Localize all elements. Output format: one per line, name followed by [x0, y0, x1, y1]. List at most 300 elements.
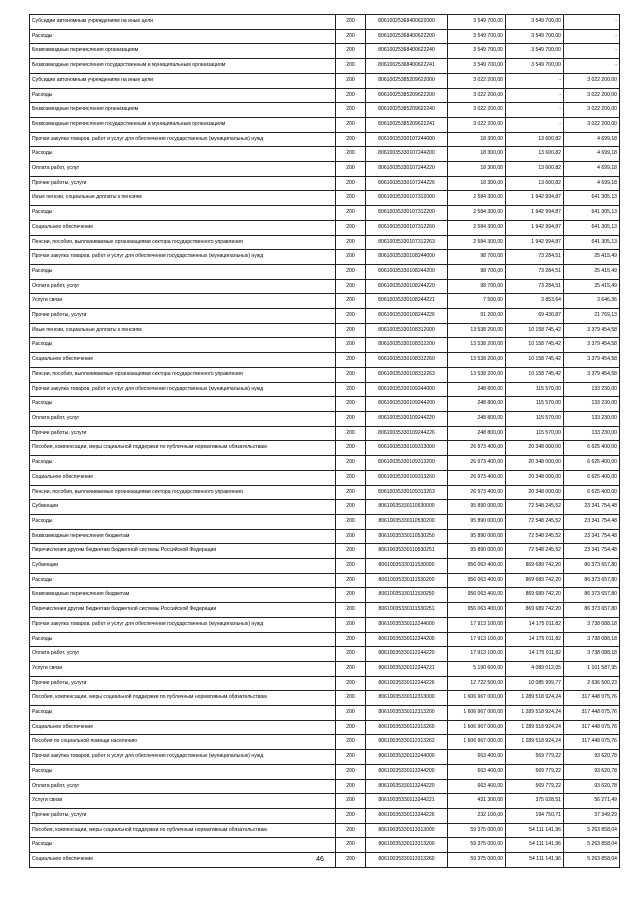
row-classification-code-cell: 80610035330113244200	[366, 764, 448, 779]
row-executed-amount-cell: 10 158 745,42	[506, 367, 564, 382]
row-approved-amount-cell: 98 700,00	[448, 250, 506, 265]
row-executed-amount-cell: 20 348 000,00	[506, 470, 564, 485]
row-approved-amount-cell: 3 549 700,00	[448, 15, 506, 30]
row-line-code-cell: 200	[336, 544, 366, 559]
row-name-cell: Прочие работы, услуги	[30, 676, 336, 691]
row-line-code-cell: 200	[336, 235, 366, 250]
row-classification-code-cell: 80610035330109244200	[366, 397, 448, 412]
row-approved-amount-cell: 98 700,00	[448, 264, 506, 279]
row-unexecuted-amount-cell: 3 379 454,58	[564, 367, 620, 382]
row-executed-amount-cell: 72 548 245,52	[506, 500, 564, 515]
table-row	[30, 29, 620, 44]
row-approved-amount-cell: 2 584 300,00	[448, 220, 506, 235]
row-line-code-cell: 200	[336, 29, 366, 44]
row-classification-code-cell: 80610035330109244220	[366, 411, 448, 426]
table-row	[30, 264, 620, 279]
table-row	[30, 808, 620, 823]
row-classification-code-cell: 80610035330113244220	[366, 779, 448, 794]
row-unexecuted-amount-cell: 23 341 754,48	[564, 500, 620, 515]
row-name-cell: Безвозмездные перечисления организациям	[30, 103, 336, 118]
row-executed-amount-cell: 10 158 745,42	[506, 353, 564, 368]
row-classification-code-cell: 80610035330112244200	[366, 632, 448, 647]
table-row	[30, 279, 620, 294]
row-classification-code-cell: 80610035330112313260	[366, 720, 448, 735]
row-line-code-cell: 200	[336, 838, 366, 853]
row-unexecuted-amount-cell: 4 699,18	[564, 176, 620, 191]
table-row	[30, 353, 620, 368]
row-line-code-cell: 200	[336, 603, 366, 618]
row-classification-code-cell: 80610035330113313200	[366, 838, 448, 853]
table-row	[30, 220, 620, 235]
table-row	[30, 676, 620, 691]
row-name-cell: Расходы	[30, 838, 336, 853]
table-row	[30, 88, 620, 103]
row-executed-amount-cell: 3 549 700,00	[506, 44, 564, 59]
row-unexecuted-amount-cell: 86 373 657,80	[564, 573, 620, 588]
table-row	[30, 206, 620, 221]
row-unexecuted-amount-cell: 6 625 400,00	[564, 485, 620, 500]
row-line-code-cell: 200	[336, 191, 366, 206]
row-name-cell: Безвозмездные перечисления государственным и муниципальным организациям	[30, 117, 336, 132]
row-name-cell: Иные пенсии, социальные доплаты к пенсиям	[30, 323, 336, 338]
row-executed-amount-cell: 54 111 141,96	[506, 823, 564, 838]
row-approved-amount-cell: 431 300,00	[448, 794, 506, 809]
table-row	[30, 426, 620, 441]
row-unexecuted-amount-cell: 133 230,00	[564, 426, 620, 441]
row-approved-amount-cell: 1 606 967 000,00	[448, 735, 506, 750]
table-row	[30, 235, 620, 250]
row-name-cell: Социальное обеспечение	[30, 353, 336, 368]
row-line-code-cell: 200	[336, 397, 366, 412]
table-row	[30, 117, 620, 132]
row-approved-amount-cell: 248 800,00	[448, 426, 506, 441]
table-row	[30, 15, 620, 30]
row-unexecuted-amount-cell: 93 620,78	[564, 764, 620, 779]
row-approved-amount-cell: 13 538 200,00	[448, 353, 506, 368]
row-executed-amount-cell: 375 028,51	[506, 794, 564, 809]
row-unexecuted-amount-cell: 93 620,78	[564, 779, 620, 794]
row-unexecuted-amount-cell: 1 101 587,95	[564, 661, 620, 676]
row-line-code-cell: 200	[336, 176, 366, 191]
row-executed-amount-cell: 1 289 518 924,24	[506, 720, 564, 735]
row-line-code-cell: 200	[336, 647, 366, 662]
row-line-code-cell: 200	[336, 764, 366, 779]
row-executed-amount-cell: 869 689 742,20	[506, 588, 564, 603]
table-row	[30, 750, 620, 765]
row-approved-amount-cell: 59 375 000,00	[448, 823, 506, 838]
row-name-cell: Оплата работ, услуг	[30, 411, 336, 426]
row-approved-amount-cell: 26 973 400,00	[448, 456, 506, 471]
page-number: 46	[316, 856, 324, 863]
row-executed-amount-cell: 13 600,82	[506, 176, 564, 191]
row-line-code-cell: 200	[336, 779, 366, 794]
row-approved-amount-cell: 18 300,00	[448, 147, 506, 162]
row-executed-amount-cell: 14 175 011,82	[506, 632, 564, 647]
table-row	[30, 632, 620, 647]
row-classification-code-cell: 80610035330108244200	[366, 264, 448, 279]
row-classification-code-cell: 80610035330112244226	[366, 676, 448, 691]
table-row	[30, 323, 620, 338]
row-executed-amount-cell: 569 779,22	[506, 750, 564, 765]
table-row	[30, 764, 620, 779]
table-row	[30, 500, 620, 515]
row-classification-code-cell: 80610035330109244000	[366, 382, 448, 397]
row-approved-amount-cell: 7 500,00	[448, 294, 506, 309]
row-classification-code-cell: 80610035330113244000	[366, 750, 448, 765]
row-unexecuted-amount-cell: 3 022 200,00	[564, 103, 620, 118]
row-name-cell: Безвозмездные перечисления организациям	[30, 44, 336, 59]
row-unexecuted-amount-cell: 86 373 657,80	[564, 559, 620, 574]
row-executed-amount-cell: 115 570,00	[506, 426, 564, 441]
table-row	[30, 44, 620, 59]
row-line-code-cell: 200	[336, 500, 366, 515]
row-approved-amount-cell: 12 722 500,00	[448, 676, 506, 691]
row-classification-code-cell: 80610035330108312200	[366, 338, 448, 353]
row-unexecuted-amount-cell: 25 415,49	[564, 250, 620, 265]
row-executed-amount-cell: 14 175 011,82	[506, 617, 564, 632]
table-row	[30, 485, 620, 500]
row-executed-amount-cell: 1 942 994,87	[506, 191, 564, 206]
row-name-cell: Расходы	[30, 573, 336, 588]
row-name-cell: Оплата работ, услуг	[30, 279, 336, 294]
row-executed-amount-cell: 20 348 000,00	[506, 485, 564, 500]
row-unexecuted-amount-cell: -	[564, 15, 620, 30]
row-name-cell: Прочая закупка товаров, работ и услуг для обеспечения государственных (муниципальных) нужд	[30, 617, 336, 632]
row-classification-code-cell: 80610035330107312260	[366, 220, 448, 235]
row-approved-amount-cell: 2 584 300,00	[448, 191, 506, 206]
row-classification-code-cell: 80610035330109313200	[366, 456, 448, 471]
row-executed-amount-cell: 72 548 245,52	[506, 529, 564, 544]
row-name-cell: Услуги связи	[30, 794, 336, 809]
row-executed-amount-cell: 10 158 745,42	[506, 338, 564, 353]
row-classification-code-cell: 80610035330109313000	[366, 441, 448, 456]
row-name-cell: Пособия, компенсации, меры социальной поддержки по публичным нормативным обязательствам	[30, 441, 336, 456]
row-executed-amount-cell: 115 570,00	[506, 411, 564, 426]
row-name-cell: Пенсии, пособия, выплачиваемые организациями сектора государственного управления	[30, 235, 336, 250]
row-unexecuted-amount-cell: 3 022 200,00	[564, 73, 620, 88]
row-name-cell: Расходы	[30, 264, 336, 279]
table-row	[30, 661, 620, 676]
table-body	[30, 15, 620, 868]
table-row	[30, 559, 620, 574]
row-line-code-cell: 200	[336, 411, 366, 426]
row-unexecuted-amount-cell: 3 379 454,58	[564, 353, 620, 368]
row-executed-amount-cell: 4 089 012,05	[506, 661, 564, 676]
row-executed-amount-cell: 1 942 994,87	[506, 206, 564, 221]
row-classification-code-cell: 80610035330107244000	[366, 132, 448, 147]
row-approved-amount-cell: 17 913 100,00	[448, 647, 506, 662]
row-approved-amount-cell: 663 400,00	[448, 764, 506, 779]
row-classification-code-cell: 80610035330113313000	[366, 823, 448, 838]
row-approved-amount-cell: 3 549 700,00	[448, 44, 506, 59]
row-executed-amount-cell: -	[506, 117, 564, 132]
row-approved-amount-cell: 1 606 967 000,00	[448, 720, 506, 735]
row-approved-amount-cell: 26 973 400,00	[448, 485, 506, 500]
row-executed-amount-cell: 14 175 011,82	[506, 647, 564, 662]
row-executed-amount-cell: 72 548 245,52	[506, 514, 564, 529]
row-classification-code-cell: 80610035330108312263	[366, 367, 448, 382]
row-classification-code-cell: 80610035330108244226	[366, 309, 448, 324]
row-name-cell: Расходы	[30, 29, 336, 44]
row-executed-amount-cell: 3 549 700,00	[506, 15, 564, 30]
row-approved-amount-cell: 26 973 400,00	[448, 441, 506, 456]
row-classification-code-cell: 80610035330113313260	[366, 853, 448, 868]
row-approved-amount-cell: 26 973 400,00	[448, 470, 506, 485]
row-line-code-cell: 200	[336, 353, 366, 368]
row-name-cell: Расходы	[30, 706, 336, 721]
row-approved-amount-cell: 956 063 400,00	[448, 559, 506, 574]
table-row	[30, 544, 620, 559]
row-unexecuted-amount-cell: 23 341 754,48	[564, 529, 620, 544]
row-line-code-cell: 200	[336, 220, 366, 235]
row-classification-code-cell: 80610035330109313260	[366, 470, 448, 485]
budget-execution-table	[29, 14, 620, 868]
row-name-cell: Расходы	[30, 456, 336, 471]
row-classification-code-cell: 80610035330112244221	[366, 661, 448, 676]
row-line-code-cell: 200	[336, 794, 366, 809]
row-unexecuted-amount-cell: 317 448 075,76	[564, 720, 620, 735]
row-line-code-cell: 200	[336, 676, 366, 691]
row-executed-amount-cell: 1 942 994,87	[506, 235, 564, 250]
row-approved-amount-cell: 3 022 200,00	[448, 103, 506, 118]
row-executed-amount-cell: 72 548 245,52	[506, 544, 564, 559]
row-approved-amount-cell: 13 538 200,00	[448, 338, 506, 353]
row-unexecuted-amount-cell: 5 263 858,04	[564, 823, 620, 838]
row-approved-amount-cell: 95 890 000,00	[448, 529, 506, 544]
row-unexecuted-amount-cell: 3 738 088,18	[564, 617, 620, 632]
row-classification-code-cell: 80610025368400622200	[366, 29, 448, 44]
row-name-cell: Расходы	[30, 632, 336, 647]
table-row	[30, 367, 620, 382]
row-line-code-cell: 200	[336, 735, 366, 750]
row-executed-amount-cell: 1 289 518 924,24	[506, 735, 564, 750]
row-classification-code-cell: 80610035330111530250	[366, 588, 448, 603]
row-approved-amount-cell: 663 400,00	[448, 750, 506, 765]
table-row	[30, 309, 620, 324]
table-row	[30, 294, 620, 309]
row-name-cell: Расходы	[30, 88, 336, 103]
row-line-code-cell: 200	[336, 147, 366, 162]
table-row	[30, 691, 620, 706]
row-name-cell: Расходы	[30, 397, 336, 412]
row-name-cell: Расходы	[30, 338, 336, 353]
row-name-cell: Оплата работ, услуг	[30, 779, 336, 794]
row-classification-code-cell: 80610035330110530200	[366, 514, 448, 529]
row-line-code-cell: 200	[336, 485, 366, 500]
row-name-cell: Социальное обеспечение	[30, 720, 336, 735]
row-unexecuted-amount-cell: 641 305,13	[564, 220, 620, 235]
row-classification-code-cell: 80610035330108312260	[366, 353, 448, 368]
row-approved-amount-cell: 13 538 200,00	[448, 367, 506, 382]
row-unexecuted-amount-cell: 4 699,18	[564, 132, 620, 147]
row-name-cell: Расходы	[30, 764, 336, 779]
table-row	[30, 397, 620, 412]
row-executed-amount-cell: -	[506, 103, 564, 118]
row-classification-code-cell: 80610035330111530200	[366, 573, 448, 588]
row-line-code-cell: 200	[336, 691, 366, 706]
table-row	[30, 706, 620, 721]
row-executed-amount-cell: 54 111 141,96	[506, 853, 564, 868]
row-unexecuted-amount-cell: 6 625 400,00	[564, 470, 620, 485]
row-name-cell: Пособия, компенсации, меры социальной поддержки по публичным нормативным обязательствам	[30, 691, 336, 706]
table-row	[30, 147, 620, 162]
table-row	[30, 735, 620, 750]
row-executed-amount-cell: 3 853,64	[506, 294, 564, 309]
row-name-cell: Прочие работы, услуги	[30, 309, 336, 324]
row-classification-code-cell: 80610035330111530000	[366, 559, 448, 574]
row-approved-amount-cell: 2 584 300,00	[448, 206, 506, 221]
row-executed-amount-cell: 1 289 518 924,24	[506, 691, 564, 706]
row-line-code-cell: 200	[336, 44, 366, 59]
row-unexecuted-amount-cell: 3 379 454,58	[564, 323, 620, 338]
row-executed-amount-cell: 3 549 700,00	[506, 59, 564, 74]
row-approved-amount-cell: 248 800,00	[448, 411, 506, 426]
row-approved-amount-cell: 17 913 100,00	[448, 617, 506, 632]
row-approved-amount-cell: 1 606 967 000,00	[448, 691, 506, 706]
row-unexecuted-amount-cell: 6 625 400,00	[564, 441, 620, 456]
row-executed-amount-cell: 115 570,00	[506, 382, 564, 397]
table-row	[30, 456, 620, 471]
table-row	[30, 411, 620, 426]
row-classification-code-cell: 80610025368400622241	[366, 59, 448, 74]
table-row	[30, 514, 620, 529]
row-unexecuted-amount-cell: 133 230,00	[564, 397, 620, 412]
row-name-cell: Расходы	[30, 147, 336, 162]
row-line-code-cell: 200	[336, 661, 366, 676]
row-approved-amount-cell: 98 700,00	[448, 279, 506, 294]
row-classification-code-cell: 80610025385209622240	[366, 103, 448, 118]
row-name-cell: Безвозмездные перечисления государственным и муниципальным организациям	[30, 59, 336, 74]
row-executed-amount-cell: 569 779,22	[506, 779, 564, 794]
row-classification-code-cell: 80610035330109244226	[366, 426, 448, 441]
row-unexecuted-amount-cell: 37 349,29	[564, 808, 620, 823]
table-row	[30, 382, 620, 397]
table-row	[30, 823, 620, 838]
row-classification-code-cell: 80610035330108312000	[366, 323, 448, 338]
row-executed-amount-cell: 869 689 742,20	[506, 559, 564, 574]
row-name-cell: Пенсии, пособия, выплачиваемые организациями сектора государственного управления	[30, 485, 336, 500]
row-executed-amount-cell: 69 430,87	[506, 309, 564, 324]
row-line-code-cell: 200	[336, 59, 366, 74]
table-row	[30, 338, 620, 353]
row-approved-amount-cell: 91 200,00	[448, 309, 506, 324]
row-line-code-cell: 200	[336, 573, 366, 588]
row-name-cell: Прочая закупка товаров, работ и услуг для обеспечения государственных (муниципальных) нужд	[30, 250, 336, 265]
table-row	[30, 529, 620, 544]
row-approved-amount-cell: 3 549 700,00	[448, 29, 506, 44]
row-classification-code-cell: 80610035330113244221	[366, 794, 448, 809]
row-unexecuted-amount-cell: 133 230,00	[564, 382, 620, 397]
row-classification-code-cell: 80610035330112313200	[366, 706, 448, 721]
row-approved-amount-cell: 956 063 400,00	[448, 588, 506, 603]
row-name-cell: Прочие работы, услуги	[30, 426, 336, 441]
row-line-code-cell: 200	[336, 382, 366, 397]
row-approved-amount-cell: 248 800,00	[448, 397, 506, 412]
row-unexecuted-amount-cell: 4 699,18	[564, 162, 620, 177]
row-name-cell: Безвозмездные перечисления бюджетам	[30, 529, 336, 544]
row-name-cell: Оплата работ, услуг	[30, 647, 336, 662]
row-name-cell: Перечисления другим бюджетам бюджетной системы Российской Федерации	[30, 544, 336, 559]
row-classification-code-cell: 80610025385209622241	[366, 117, 448, 132]
row-classification-code-cell: 80610035330107312263	[366, 235, 448, 250]
table-row	[30, 441, 620, 456]
row-classification-code-cell: 80610025385209622200	[366, 88, 448, 103]
row-unexecuted-amount-cell: 56 271,49	[564, 794, 620, 809]
row-line-code-cell: 200	[336, 853, 366, 868]
row-line-code-cell: 200	[336, 456, 366, 471]
row-executed-amount-cell: 1 289 518 924,24	[506, 706, 564, 721]
row-line-code-cell: 200	[336, 88, 366, 103]
table-row	[30, 720, 620, 735]
row-approved-amount-cell: 59 375 000,00	[448, 838, 506, 853]
row-approved-amount-cell: 95 890 000,00	[448, 514, 506, 529]
row-classification-code-cell: 80610035330108244221	[366, 294, 448, 309]
row-executed-amount-cell: 20 348 000,00	[506, 456, 564, 471]
row-unexecuted-amount-cell: 25 415,49	[564, 264, 620, 279]
row-unexecuted-amount-cell: 3 022 200,00	[564, 88, 620, 103]
row-unexecuted-amount-cell: 2 636 500,23	[564, 676, 620, 691]
row-unexecuted-amount-cell: 23 341 754,48	[564, 514, 620, 529]
table-row	[30, 132, 620, 147]
row-approved-amount-cell: 3 022 200,00	[448, 73, 506, 88]
row-approved-amount-cell: 232 100,00	[448, 808, 506, 823]
row-classification-code-cell: 80610035330107244200	[366, 147, 448, 162]
row-executed-amount-cell: 1 942 994,87	[506, 220, 564, 235]
row-unexecuted-amount-cell: 3 738 088,18	[564, 647, 620, 662]
row-name-cell: Расходы	[30, 206, 336, 221]
row-executed-amount-cell: 73 284,51	[506, 279, 564, 294]
row-classification-code-cell: 80610035330112313000	[366, 691, 448, 706]
row-classification-code-cell: 80610025368400622000	[366, 15, 448, 30]
row-line-code-cell: 200	[336, 470, 366, 485]
row-line-code-cell: 200	[336, 367, 366, 382]
row-unexecuted-amount-cell: 3 022 200,00	[564, 117, 620, 132]
row-classification-code-cell: 80610035330112244000	[366, 617, 448, 632]
row-name-cell: Пенсии, пособия, выплачиваемые организациями сектора государственного управления	[30, 367, 336, 382]
row-name-cell: Пособия, компенсации, меры социальной поддержки по публичным нормативным обязательствам	[30, 823, 336, 838]
row-name-cell: Безвозмездные перечисления бюджетам	[30, 588, 336, 603]
table-row	[30, 162, 620, 177]
row-executed-amount-cell: -	[506, 88, 564, 103]
row-line-code-cell: 200	[336, 294, 366, 309]
table-row	[30, 647, 620, 662]
row-approved-amount-cell: 1 606 967 000,00	[448, 706, 506, 721]
row-approved-amount-cell: 3 549 700,00	[448, 59, 506, 74]
row-executed-amount-cell: 869 689 742,20	[506, 573, 564, 588]
row-unexecuted-amount-cell: 86 373 657,80	[564, 603, 620, 618]
row-unexecuted-amount-cell: 3 738 088,18	[564, 632, 620, 647]
row-executed-amount-cell: 20 348 000,00	[506, 441, 564, 456]
row-classification-code-cell: 80610035330107244220	[366, 162, 448, 177]
row-line-code-cell: 200	[336, 441, 366, 456]
row-unexecuted-amount-cell: 317 448 075,76	[564, 691, 620, 706]
row-line-code-cell: 200	[336, 426, 366, 441]
row-line-code-cell: 200	[336, 206, 366, 221]
row-line-code-cell: 200	[336, 588, 366, 603]
table-row	[30, 779, 620, 794]
table-row	[30, 73, 620, 88]
row-executed-amount-cell: 73 284,51	[506, 264, 564, 279]
table-row	[30, 191, 620, 206]
row-line-code-cell: 200	[336, 632, 366, 647]
row-line-code-cell: 200	[336, 73, 366, 88]
row-line-code-cell: 200	[336, 279, 366, 294]
budget-report-sheet	[29, 14, 619, 868]
row-unexecuted-amount-cell: 3 646,36	[564, 294, 620, 309]
row-executed-amount-cell: 73 284,51	[506, 250, 564, 265]
row-approved-amount-cell: 956 063 400,00	[448, 603, 506, 618]
row-classification-code-cell: 80610035330113244226	[366, 808, 448, 823]
